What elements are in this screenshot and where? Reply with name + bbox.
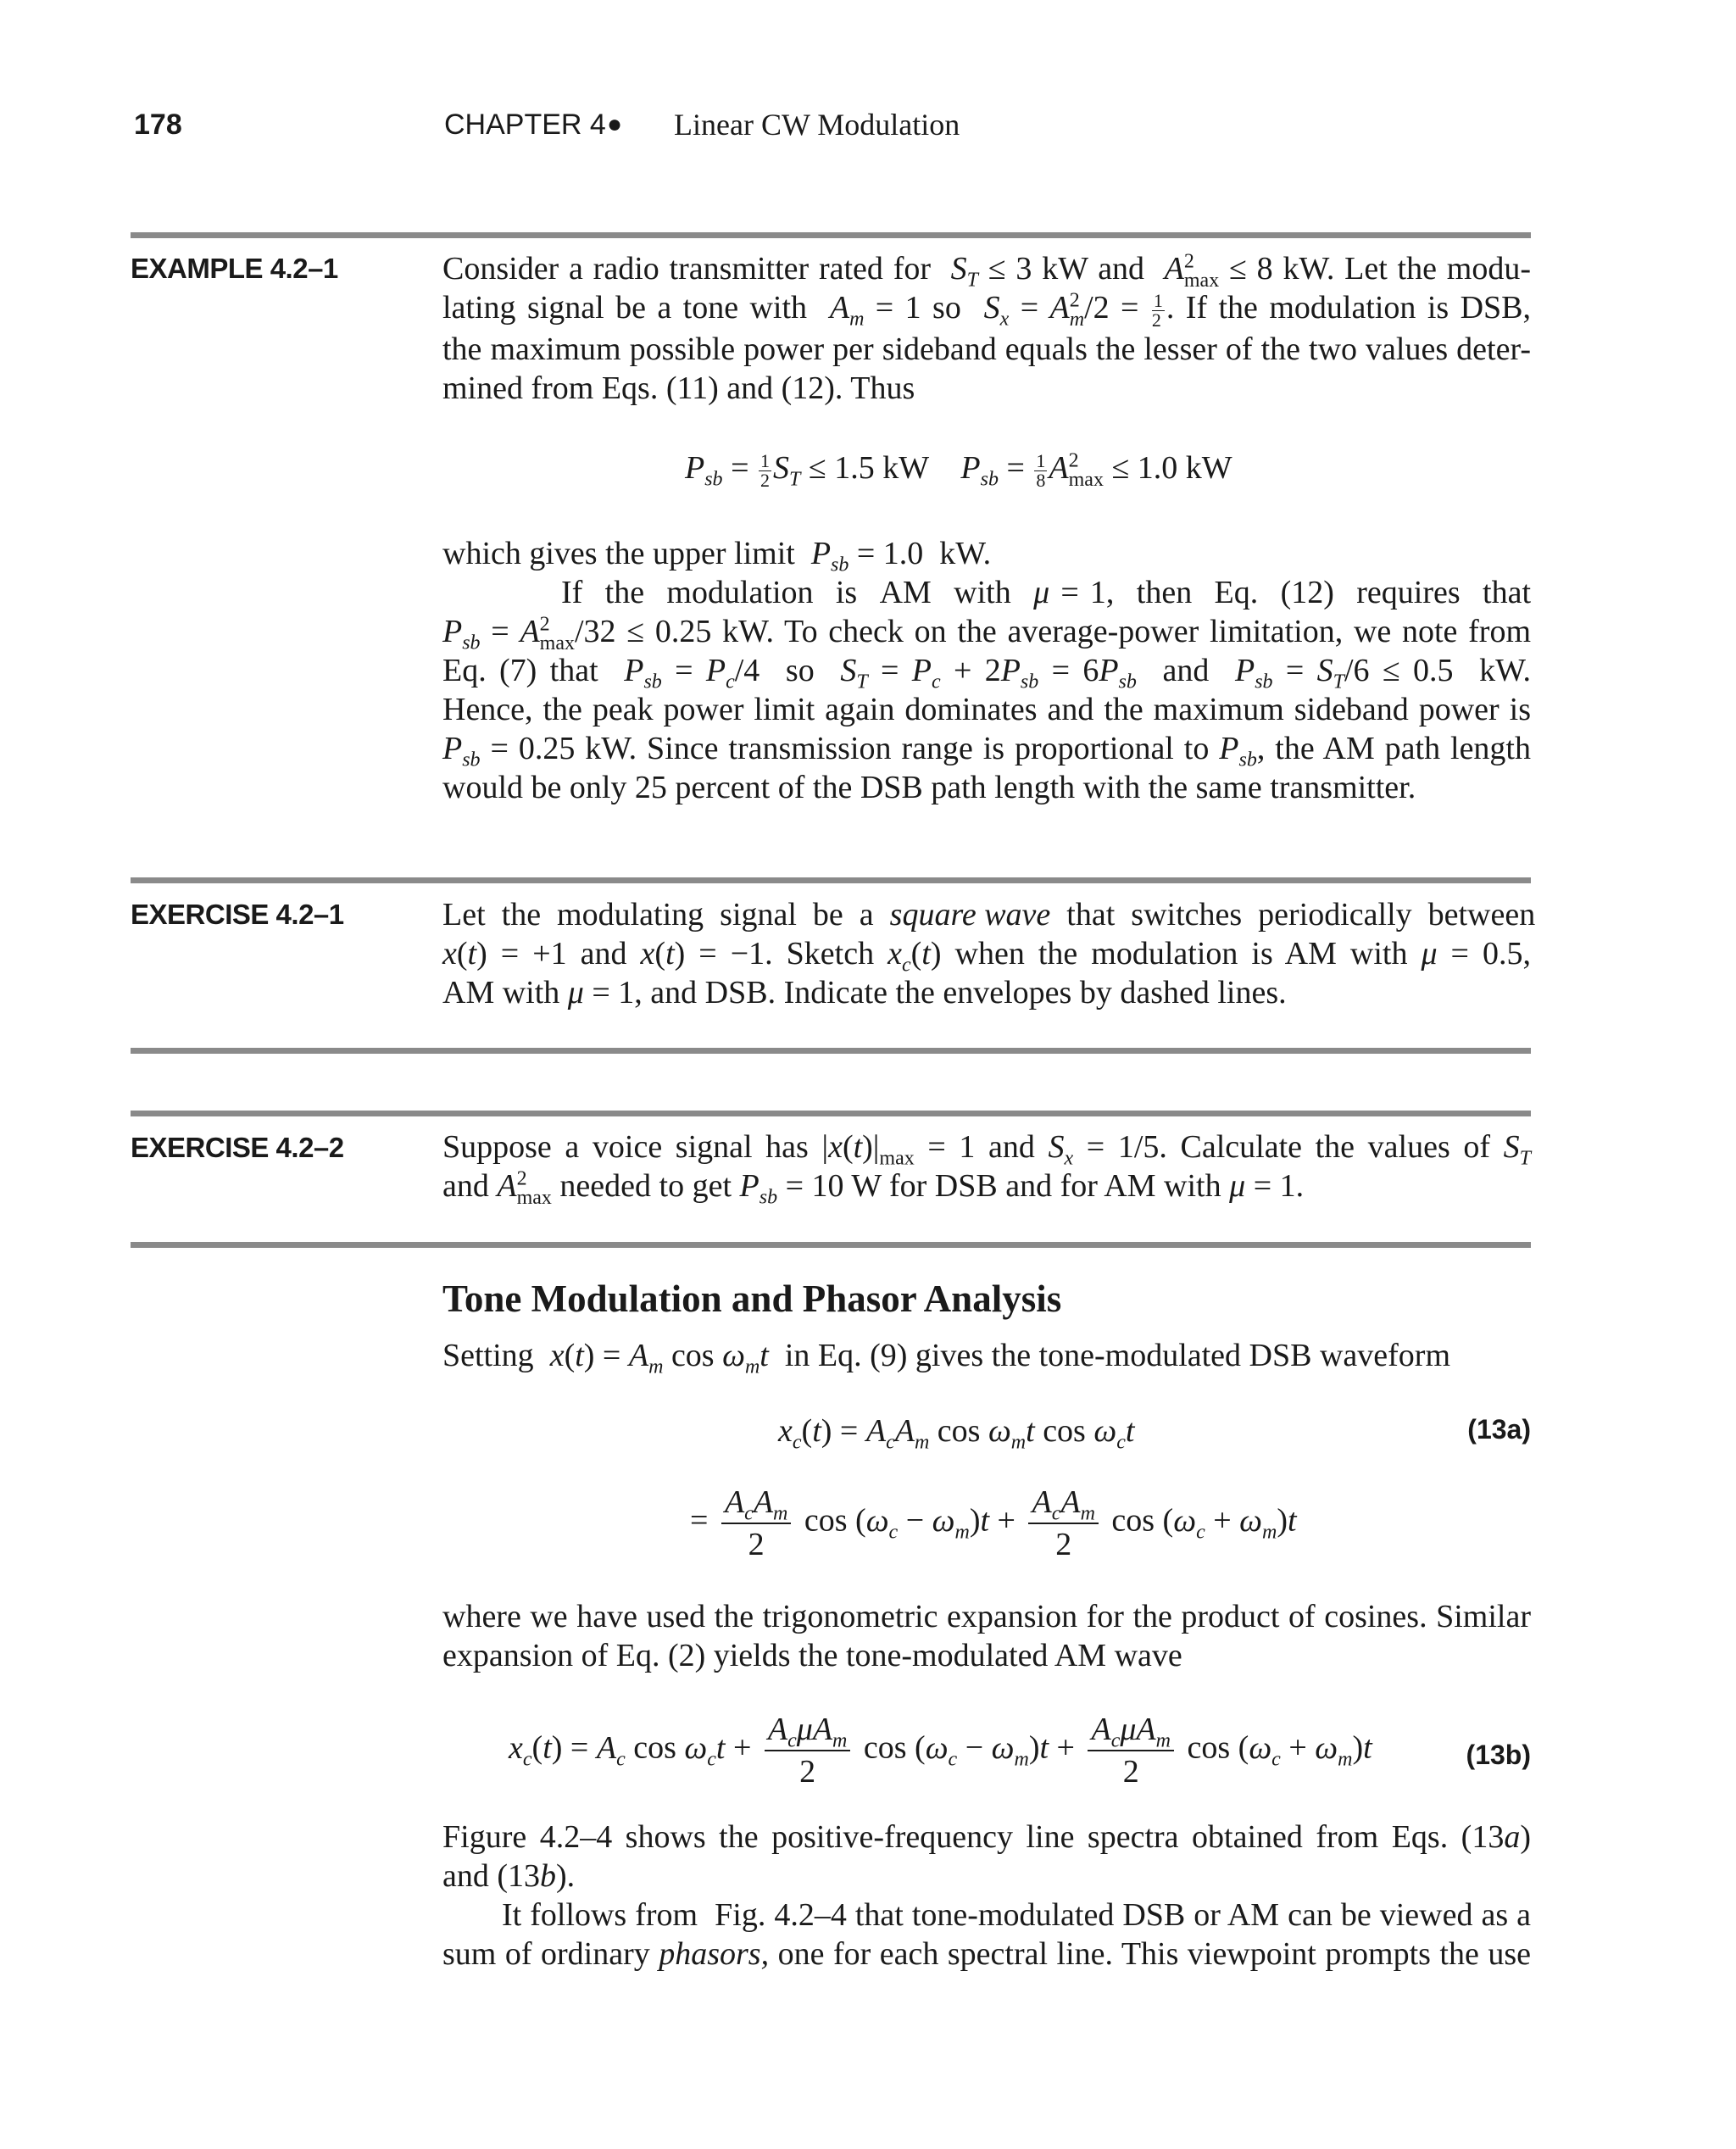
exercise2-text: Suppose a voice signal has $|x(t)|_{max} = 1$ and $S_x = 1/5$. Calculate the values of $S_T$ and $A^2_{max}$ needed to get $P_{sb} = 10$ W for DSB and for AM with μ = 1. xyxy=(442,1129,1531,1209)
example-equation-psb: $P_{sb}$ = $\frac{1}{2}$ $S_T \le 1.5$ kW $P_{sb}$ = $\frac{1}{8}$ $A^2_{max} \le 1.0$ kW xyxy=(685,449,1232,491)
section-intro: Setting $x(t) = A_m$ $\cos \omega_mt$ in Eq. (9) gives the tone-modulated DSB waveform xyxy=(442,1338,1451,1378)
example-paragraph-2: which gives the upper limit $P_{sb} = 1.0$ kW. If the modulation is AM with μ = 1, then Eq. (12) requires that $P_{sb} = A^2_{max}/32 \le 0.25$ kW. To check on the average-power limitation, we note from Eq. (7) that $P_{sb} = P_c/4$ so $S_T = P_c + 2P_{sb} = 6P_{sb}$ and $P_{sb} = S_T/6 \le 0.5$ kW. Hence, the peak power limit again dominates and the maximum sideband power is $P_{sb} = 0.25$ kW. Since transmission range is proportional to $P_{sb}$, the AM path length would be only 25 percent of the DSB path length with the same transmitter. xyxy=(442,536,1532,805)
exercise1-label: EXERCISE 4.2–1 xyxy=(131,899,344,930)
exercise2-bottom-rule xyxy=(131,1242,1531,1248)
section-paragraph-3: Figure 4.2–4 shows the positive-frequency line spectra obtained from Eqs. (13a) and (13b). It follows from Fig. 4.2–4 that tone-modulated DSB or AM can be viewed as a sum of ordinary phasors, one for each spectral line. This viewpoint prompts the use xyxy=(442,1819,1531,1972)
equation-13a-line2: = $\frac{A_cA_m}{2}$ $\cos (\omega_c - \omega_m)t$ + $\frac{A_cA_m}{2}$ $\cos (\omega_c + \omega_m)t$ xyxy=(690,1484,1297,1562)
exercise1-top-rule xyxy=(131,877,1531,883)
section-paragraph-2: where we have used the trigonometric expansion for the product of cosines. Similar expansion of Eq. (2) yields the tone-modulated AM wave xyxy=(442,1599,1531,1673)
example-label: EXAMPLE 4.2–1 xyxy=(131,253,338,284)
example-top-rule xyxy=(131,232,1531,238)
equation-13a-number: (13a) xyxy=(1467,1414,1531,1445)
section-heading: Tone Modulation and Phasor Analysis xyxy=(442,1278,1062,1320)
exercise1-text: Let the modulating signal be a square wave that switches periodically between x(t) = +1 and x(t) = −1. Sketch $x_c(t)$ when the modulation is AM with μ = 0.5, AM with μ = 1, and DSB. Indicate the envelopes by dashed lines. xyxy=(442,897,1536,1010)
exercise2-top-rule xyxy=(131,1111,1531,1116)
equation-13b: $x_c(t) = A_c$ $\cos \omega_ct$ + $\frac{A_c\mu A_m}{2}$ $\cos (\omega_c - \omega_m)t$ + $\frac{A_c\mu A_m}{2}$ $\cos (\omega_c + \omega_m)t$ xyxy=(509,1712,1372,1790)
header-bullet: ● xyxy=(607,110,623,138)
exercise1-bottom-rule xyxy=(131,1048,1531,1054)
page-number: 178 xyxy=(134,109,182,141)
example-paragraph-1: Consider a radio transmitter rated for $S_T \le 3$ kW and $A^2_{max} \le 8$ kW. Let the modu- lating signal be a tone with $A_m = 1$ so $S_x = A^2_m/2$ = $\frac{1}{2}$ . If the modulation is DSB, the maximum possible power per sideband equals the lesser of the two values deter- mined from Eqs. (11) and (12). Thus xyxy=(442,250,1531,406)
exercise2-label: EXERCISE 4.2–2 xyxy=(131,1132,344,1163)
equation-13a-line1: $x_c(t) = A_cA_m$ $\cos \omega_mt$ $\cos \omega_ct$ xyxy=(778,1413,1135,1454)
chapter-label: CHAPTER 4 xyxy=(444,109,606,141)
chapter-title: Linear CW Modulation xyxy=(674,108,960,142)
equation-13b-number: (13b) xyxy=(1466,1740,1531,1770)
